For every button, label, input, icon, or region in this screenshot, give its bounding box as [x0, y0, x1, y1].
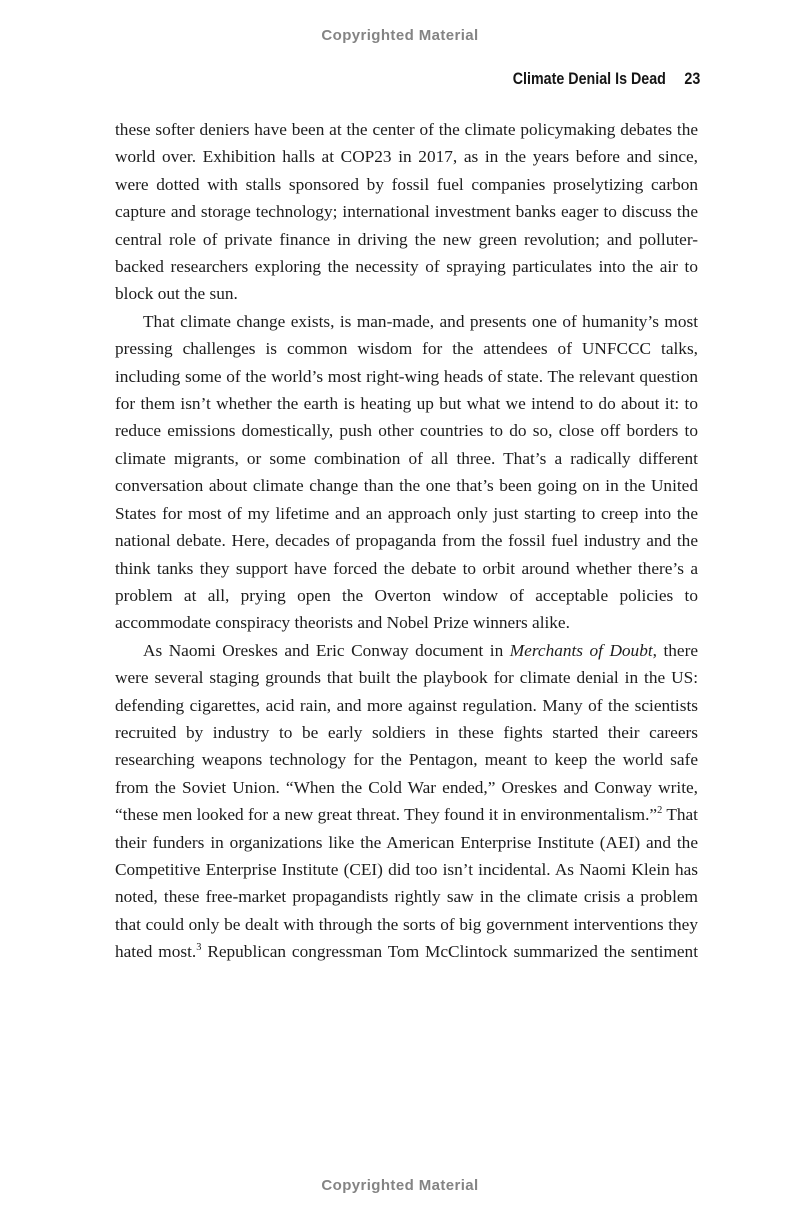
paragraph-3: As Naomi Oreskes and Eric Conway document in Merchants of Doubt, there were several staging grounds that built the playbook for climate denial in the US: defending cigarettes, acid rain, and more against regulation. Many of the scientists recruited by industry to be early soldiers in these fights started their careers researching weapons technology for the Pentagon, meant to keep the world safe from the Soviet Union. “When the Cold War ended,” Oreskes and Conway write, “these men looked for a new great threat. They found it in environmentalism.”$^2$ That their funders in organizations like the American Enterprise Institute (AEI) and the Competitive Enterprise Institute (CEI) did too isn’t incidental. As Naomi Klein has noted, these free-market propagandists rightly saw in the climate crisis a problem that could only be dealt with through the sorts of big government interventions they hated most.$^3$ Republican congressman Tom McClintock summarized the sentiment [115, 640, 699, 962]
page-number: 23 [684, 69, 700, 88]
paragraph-1: these softer deniers have been at the center of the climate policymaking debates the world over. Exhibition halls at COP23 in 2017, as in the years before and since, were dotted with stalls sponsored by fossil fuel companies proselytizing carbon capture and storage technology; international investment banks eager to discuss the central role of private finance in driving the new green revolution; and polluter-backed researchers exploring the necessity of spraying particulates into the air to block out the sun. [115, 120, 698, 304]
body-text [115, 116, 698, 966]
running-header [512, 69, 700, 89]
footnote-reference: 3 [196, 942, 202, 954]
copyright-notice-top: Copyrighted Material [321, 27, 479, 44]
chapter-title: Climate Denial Is Dead [512, 69, 666, 88]
footnote-reference: 2 [657, 805, 663, 817]
copyright-notice-bottom: Copyrighted Material [321, 1177, 479, 1194]
paragraph-2: That climate change exists, is man-made, and presents one of humanity’s most pressing challenges is common wisdom for the attendees of UNFCCC talks, including some of the world’s most right-wing heads of state. The relevant question for them isn’t whether the earth is heating up but what we intend to do about it: to reduce emissions domestically, push other countries to do so, close off borders to climate migrants, or some combination of all three. That’s a radically different conversation about climate change than the one that’s been going on in the United States for most of my lifetime and an approach only just starting to creep into the national debate. Here, decades of propaganda from the fossil fuel industry and the think tanks they support have forced the debate to orbit around whether there’s a problem at all, prying open the Overton window of acceptable policies to accommodate conspiracy theorists and Nobel Prize winners alike. [115, 311, 698, 633]
